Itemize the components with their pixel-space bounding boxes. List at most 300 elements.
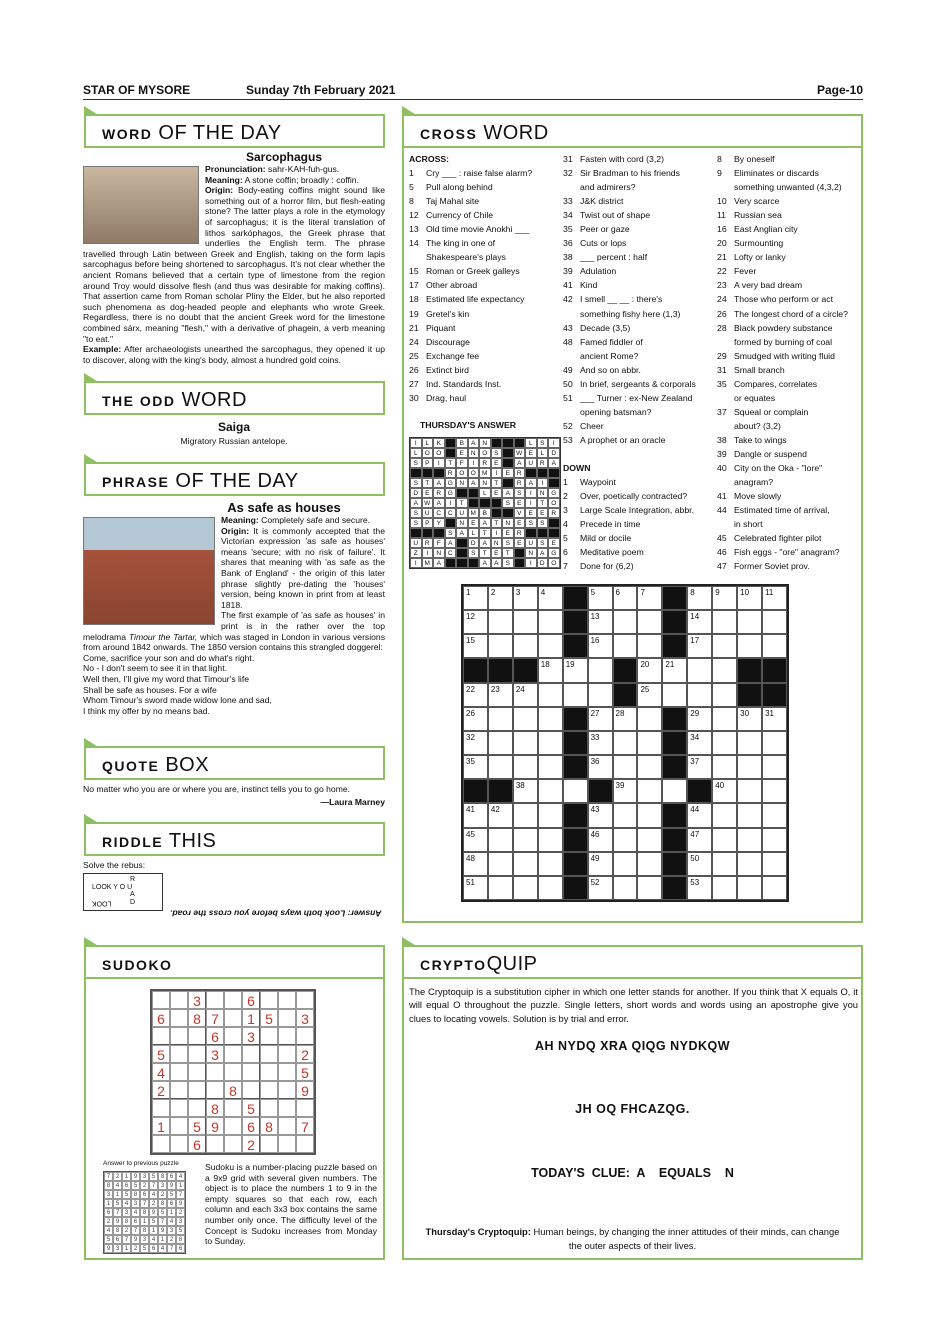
sudoku-cell[interactable]: 5 bbox=[242, 1099, 260, 1117]
sudoku-cell[interactable] bbox=[278, 1099, 296, 1117]
sudoku-cell[interactable]: 2 bbox=[152, 1081, 170, 1099]
crossword-cell[interactable]: 1 bbox=[463, 586, 488, 610]
crossword-cell[interactable] bbox=[538, 707, 563, 731]
answer-cell: N bbox=[525, 548, 537, 558]
crossword-cell[interactable] bbox=[637, 634, 662, 658]
sudoku-answer-cell: 6 bbox=[176, 1244, 185, 1253]
crossword-cell[interactable]: 31 bbox=[762, 707, 787, 731]
odd-word-header: THE ODD WORD bbox=[84, 381, 385, 415]
crossword-cell[interactable] bbox=[762, 828, 787, 852]
crossword-cell[interactable] bbox=[613, 731, 638, 755]
answer-cell: A bbox=[433, 498, 445, 508]
answer-cell: A bbox=[502, 488, 514, 498]
crossword-cell[interactable] bbox=[513, 731, 538, 755]
riddle-header: RIDDLE THIS bbox=[84, 822, 385, 856]
crossword-cell[interactable] bbox=[538, 779, 563, 803]
crossword-cell[interactable] bbox=[762, 610, 787, 634]
sudoku-cell[interactable] bbox=[188, 1099, 206, 1117]
sudoku-cell[interactable]: 8 bbox=[206, 1099, 224, 1117]
sudoku-cell[interactable] bbox=[278, 1135, 296, 1153]
crossword-cell[interactable]: 43 bbox=[588, 803, 613, 827]
crossword-cell[interactable] bbox=[762, 755, 787, 779]
crossword-cell[interactable] bbox=[637, 707, 662, 731]
crossword-cell[interactable] bbox=[613, 610, 638, 634]
crossword-cell[interactable] bbox=[662, 683, 687, 707]
sudoku-cell[interactable]: 5 bbox=[152, 1045, 170, 1063]
crossword-cell[interactable]: 44 bbox=[687, 803, 712, 827]
crossword-cell[interactable] bbox=[637, 779, 662, 803]
sudoku-answer-cell: 4 bbox=[113, 1181, 122, 1190]
crossword-cell[interactable] bbox=[588, 683, 613, 707]
crossword-cell[interactable]: 38 bbox=[513, 779, 538, 803]
crossword-cell[interactable] bbox=[712, 634, 737, 658]
crossword-cell[interactable] bbox=[762, 779, 787, 803]
clue-item: 47 Former Soviet prov. bbox=[717, 561, 810, 572]
crossword-cell[interactable]: 5 bbox=[588, 586, 613, 610]
crossword-cell[interactable] bbox=[687, 683, 712, 707]
clue-item: in short bbox=[734, 519, 763, 530]
sudoku-cell[interactable]: 2 bbox=[296, 1045, 314, 1063]
crossword-cell[interactable] bbox=[513, 610, 538, 634]
crossword-cell[interactable] bbox=[538, 634, 563, 658]
crossword-cell[interactable] bbox=[762, 876, 787, 900]
sudoku-cell[interactable]: 6 bbox=[206, 1027, 224, 1045]
crossword-cell[interactable]: 53 bbox=[687, 876, 712, 900]
answer-block bbox=[525, 468, 537, 478]
sudoku-cell[interactable]: 3 bbox=[188, 991, 206, 1009]
crossword-cell[interactable] bbox=[712, 755, 737, 779]
crossword-cell[interactable]: 14 bbox=[687, 610, 712, 634]
crossword-cell[interactable]: 12 bbox=[463, 610, 488, 634]
crossword-cell[interactable] bbox=[712, 731, 737, 755]
crossword-cell[interactable] bbox=[538, 683, 563, 707]
crossword-cell[interactable] bbox=[488, 852, 513, 876]
sudoku-cell[interactable] bbox=[170, 1081, 188, 1099]
sudoku-cell[interactable]: 4 bbox=[152, 1063, 170, 1081]
sudoku-cell[interactable] bbox=[224, 1009, 242, 1027]
crossword-cell[interactable] bbox=[513, 634, 538, 658]
crossword-cell[interactable]: 25 bbox=[637, 683, 662, 707]
crossword-cell[interactable] bbox=[662, 779, 687, 803]
clue-item: 7 Done for (6,2) bbox=[563, 561, 634, 572]
sudoku-cell[interactable]: 7 bbox=[206, 1009, 224, 1027]
sudoku-cell[interactable] bbox=[170, 1045, 188, 1063]
sudoku-cell[interactable] bbox=[170, 1099, 188, 1117]
crossword-cell[interactable] bbox=[613, 828, 638, 852]
crossword-cell[interactable] bbox=[513, 803, 538, 827]
issue-date: Sunday 7th February 2021 bbox=[246, 83, 396, 97]
sudoku-cell[interactable] bbox=[188, 1081, 206, 1099]
answer-cell: U bbox=[456, 508, 468, 518]
sudoku-cell[interactable] bbox=[242, 1063, 260, 1081]
crossword-cell[interactable] bbox=[637, 731, 662, 755]
crossword-cell[interactable]: 37 bbox=[687, 755, 712, 779]
crossword-cell[interactable] bbox=[488, 610, 513, 634]
sudoku-cell[interactable] bbox=[260, 1063, 278, 1081]
sudoku-cell[interactable]: 1 bbox=[242, 1009, 260, 1027]
sudoku-cell[interactable] bbox=[206, 991, 224, 1009]
crossword-cell[interactable]: 15 bbox=[463, 634, 488, 658]
crossword-cell[interactable]: 13 bbox=[588, 610, 613, 634]
sudoku-cell[interactable] bbox=[188, 1063, 206, 1081]
sudoku-cell[interactable] bbox=[188, 1027, 206, 1045]
answer-block bbox=[456, 488, 468, 498]
crossword-cell[interactable] bbox=[513, 852, 538, 876]
sudoku-cell[interactable] bbox=[242, 1045, 260, 1063]
sudoku-cell[interactable]: 3 bbox=[296, 1009, 314, 1027]
crossword-cell[interactable] bbox=[538, 755, 563, 779]
sudoku-cell[interactable]: 5 bbox=[260, 1009, 278, 1027]
crossword-cell[interactable]: 47 bbox=[687, 828, 712, 852]
odd-word: Saiga bbox=[217, 420, 250, 434]
crossword-cell[interactable]: 40 bbox=[712, 779, 737, 803]
sudoku-answer-cell: 2 bbox=[158, 1190, 167, 1199]
crossword-cell[interactable] bbox=[712, 658, 737, 682]
crossword-cell[interactable]: 7 bbox=[637, 586, 662, 610]
crossword-cell[interactable]: 17 bbox=[687, 634, 712, 658]
sudoku-cell[interactable] bbox=[260, 1045, 278, 1063]
answer-block bbox=[445, 448, 457, 458]
answer-cell: Y bbox=[433, 518, 445, 528]
crossword-cell[interactable] bbox=[513, 828, 538, 852]
sudoku-cell[interactable] bbox=[260, 991, 278, 1009]
sudoku-cell[interactable] bbox=[224, 1027, 242, 1045]
crossword-cell[interactable] bbox=[513, 876, 538, 900]
answer-block bbox=[548, 528, 560, 538]
clue-item: 30 Drag, haul bbox=[409, 392, 467, 403]
crossword-block bbox=[563, 731, 588, 755]
sudoku-cell[interactable] bbox=[278, 1027, 296, 1045]
sudoku-cell[interactable] bbox=[278, 991, 296, 1009]
crossword-cell[interactable] bbox=[588, 658, 613, 682]
word-text: Pronunciation: sahr-KAH-fuh-gus. Meaning: A stone coffin; broadly : coffin. Origin: Body-eating coffins might sound like something out of a horror film, but flesh-eating stone? The latter plays a role in the etymology of sarcophagus; it is the literal translation of lithos sarkóphagos, the Greek phrase that underlies the English term. The phrase travelled through Latin between Greek and English, taking on the form lapis sarcophagus before being shortened to sarcophagus. It's not clear whether the ancient Romans believed that a certain type of limestone from the region around Troy would dissolve flesh (and thus was desirable for making coffins). That assertion came from Roman scholar Pliny the Elder, but he also reported such phenomena as dog-headed people and elephants who wrote Greek. Regardless, there is no doubt that the ancient Greek word for the limestone combined sárx, meaning "flesh," with a derivative of phagein, a verb meaning "to eat." Example: After archaeologists unearthed the sarcophagus, they opened it up to discover, along with the king's body, almost a hundred gold coins. bbox=[83, 164, 386, 365]
answer-cell: I bbox=[422, 548, 434, 558]
sudoku-cell[interactable]: 8 bbox=[188, 1009, 206, 1027]
crossword-cell[interactable] bbox=[488, 731, 513, 755]
crossword-cell[interactable]: 34 bbox=[687, 731, 712, 755]
crossword-cell[interactable] bbox=[737, 634, 762, 658]
crossword-cell[interactable]: 3 bbox=[513, 586, 538, 610]
answer-block bbox=[410, 468, 422, 478]
clue-item: 5 Pull along behind bbox=[409, 182, 493, 193]
crossword-cell[interactable] bbox=[538, 803, 563, 827]
crossword-cell[interactable] bbox=[613, 876, 638, 900]
crossword-cell[interactable]: 8 bbox=[687, 586, 712, 610]
sudoku-answer-cell: 1 bbox=[158, 1235, 167, 1244]
sudoku-answer-cell: 8 bbox=[131, 1190, 140, 1199]
crossword-cell[interactable] bbox=[637, 610, 662, 634]
sudoku-cell[interactable] bbox=[278, 1117, 296, 1135]
crossword-cell[interactable]: 42 bbox=[488, 803, 513, 827]
sudoku-answer-cell: 4 bbox=[158, 1244, 167, 1253]
crossword-cell[interactable] bbox=[613, 755, 638, 779]
crossword-cell[interactable] bbox=[488, 876, 513, 900]
crossword-cell[interactable] bbox=[538, 876, 563, 900]
crossword-cell[interactable] bbox=[538, 731, 563, 755]
sudoku-cell[interactable]: 3 bbox=[206, 1045, 224, 1063]
crossword-cell[interactable] bbox=[737, 876, 762, 900]
crossword-cell[interactable] bbox=[513, 755, 538, 779]
crossword-cell[interactable] bbox=[488, 634, 513, 658]
sudoku-cell[interactable]: 1 bbox=[152, 1117, 170, 1135]
answer-cell: U bbox=[525, 538, 537, 548]
sudoku-answer-cell: 6 bbox=[167, 1199, 176, 1208]
crossword-cell[interactable]: 35 bbox=[463, 755, 488, 779]
crossword-cell[interactable] bbox=[613, 634, 638, 658]
crossword-cell[interactable] bbox=[737, 852, 762, 876]
sudoku-cell[interactable] bbox=[260, 1027, 278, 1045]
crossword-cell[interactable] bbox=[737, 731, 762, 755]
clue-item: 19 Gretel's kin bbox=[409, 308, 470, 319]
sudoku-cell[interactable] bbox=[170, 1009, 188, 1027]
answer-cell: R bbox=[537, 458, 549, 468]
crossword-cell[interactable]: 28 bbox=[613, 707, 638, 731]
crossword-cell[interactable] bbox=[712, 852, 737, 876]
answer-cell: A bbox=[479, 558, 491, 568]
crossword-cell[interactable] bbox=[712, 610, 737, 634]
crossword-cell[interactable] bbox=[712, 803, 737, 827]
answer-block bbox=[422, 528, 434, 538]
crossword-cell[interactable] bbox=[563, 779, 588, 803]
answer-cell: O bbox=[548, 558, 560, 568]
answer-cell: W bbox=[514, 448, 526, 458]
answer-cell: S bbox=[410, 518, 422, 528]
answer-cell: A bbox=[514, 458, 526, 468]
sudoku-cell[interactable] bbox=[152, 1027, 170, 1045]
crossword-cell[interactable] bbox=[488, 707, 513, 731]
sudoku-cell[interactable] bbox=[224, 1063, 242, 1081]
sudoku-cell[interactable] bbox=[260, 1081, 278, 1099]
sudoku-cell[interactable] bbox=[296, 1135, 314, 1153]
crossword-cell[interactable]: 26 bbox=[463, 707, 488, 731]
sudoku-cell[interactable] bbox=[224, 1099, 242, 1117]
crossword-cell[interactable]: 30 bbox=[737, 707, 762, 731]
sudoku-cell[interactable] bbox=[260, 1099, 278, 1117]
sudoku-cell[interactable] bbox=[260, 1135, 278, 1153]
crossword-cell[interactable] bbox=[737, 610, 762, 634]
sudoku-answer-cell: 3 bbox=[140, 1235, 149, 1244]
sudoku-answer-cell: 6 bbox=[140, 1190, 149, 1199]
crossword-cell[interactable]: 9 bbox=[712, 586, 737, 610]
crossword-block bbox=[662, 634, 687, 658]
clue-item: ancient Rome? bbox=[580, 350, 639, 361]
crossword-cell[interactable]: 6 bbox=[613, 586, 638, 610]
crossword-cell[interactable] bbox=[637, 852, 662, 876]
crossword-cell[interactable]: 16 bbox=[588, 634, 613, 658]
crossword-cell[interactable] bbox=[563, 683, 588, 707]
crossword-cell[interactable] bbox=[637, 828, 662, 852]
answer-cell: S bbox=[502, 558, 514, 568]
sudoku-answer-cell: 2 bbox=[122, 1226, 131, 1235]
clue-item: 22 Fever bbox=[717, 266, 757, 277]
crossword-cell[interactable]: 22 bbox=[463, 683, 488, 707]
crossword-cell[interactable] bbox=[712, 707, 737, 731]
sudoku-cell[interactable]: 2 bbox=[242, 1135, 260, 1153]
answer-cell: N bbox=[537, 488, 549, 498]
crossword-cell[interactable]: 4 bbox=[538, 586, 563, 610]
quote-author: —Laura Marney bbox=[320, 797, 385, 807]
sudoku-answer-cell: 7 bbox=[158, 1217, 167, 1226]
sudoku-cell[interactable] bbox=[170, 991, 188, 1009]
sudoku-cell[interactable]: 9 bbox=[206, 1117, 224, 1135]
crossword-cell[interactable] bbox=[737, 755, 762, 779]
sudoku-answer-cell: 6 bbox=[122, 1181, 131, 1190]
answer-cell: F bbox=[433, 538, 445, 548]
clue-item: 21 Piquant bbox=[409, 322, 456, 333]
crossword-cell[interactable]: 48 bbox=[463, 852, 488, 876]
crossword-cell[interactable]: 36 bbox=[588, 755, 613, 779]
sudoku-answer-cell: 8 bbox=[140, 1208, 149, 1217]
sudoku-cell[interactable]: 3 bbox=[242, 1027, 260, 1045]
sudoku-cell[interactable] bbox=[278, 1081, 296, 1099]
answer-cell: V bbox=[514, 508, 526, 518]
sudoku-answer-cell: 9 bbox=[113, 1217, 122, 1226]
crossword-cell[interactable]: 21 bbox=[662, 658, 687, 682]
crossword-cell[interactable]: 20 bbox=[637, 658, 662, 682]
sudoku-cell[interactable] bbox=[296, 991, 314, 1009]
crossword-cell[interactable]: 32 bbox=[463, 731, 488, 755]
clue-item: 20 Surmounting bbox=[717, 238, 784, 249]
crossword-block bbox=[762, 683, 787, 707]
sudoku-cell[interactable] bbox=[170, 1135, 188, 1153]
sudoku-cell[interactable] bbox=[278, 1009, 296, 1027]
sudoku-cell[interactable] bbox=[296, 1027, 314, 1045]
clue-item: 37 Squeal or complain bbox=[717, 406, 809, 417]
sudoku-cell[interactable]: 8 bbox=[224, 1081, 242, 1099]
crossword-cell[interactable] bbox=[513, 707, 538, 731]
crossword-cell[interactable] bbox=[613, 852, 638, 876]
sudoku-cell[interactable] bbox=[206, 1135, 224, 1153]
crossword-cell[interactable]: 11 bbox=[762, 586, 787, 610]
crossword-cell[interactable] bbox=[737, 828, 762, 852]
sudoku-cell[interactable] bbox=[152, 1099, 170, 1117]
crossword-cell[interactable] bbox=[712, 683, 737, 707]
answer-cell: E bbox=[514, 538, 526, 548]
crossword-block bbox=[662, 803, 687, 827]
crossword-cell[interactable] bbox=[762, 731, 787, 755]
crossword-cell[interactable]: 51 bbox=[463, 876, 488, 900]
sudoku-cell[interactable] bbox=[170, 1063, 188, 1081]
crossword-cell[interactable] bbox=[762, 634, 787, 658]
sudoku-cell[interactable] bbox=[278, 1045, 296, 1063]
sudoku-cell[interactable]: 6 bbox=[242, 1117, 260, 1135]
sudoku-cell[interactable] bbox=[224, 1117, 242, 1135]
crossword-grid[interactable] bbox=[461, 584, 789, 902]
crossword-cell[interactable] bbox=[637, 755, 662, 779]
crossword-cell[interactable]: 23 bbox=[488, 683, 513, 707]
crossword-cell[interactable] bbox=[712, 876, 737, 900]
sudoku-cell[interactable] bbox=[224, 1045, 242, 1063]
crossword-cell[interactable] bbox=[762, 803, 787, 827]
crossword-cell[interactable] bbox=[687, 658, 712, 682]
sudoku-cell[interactable] bbox=[224, 1135, 242, 1153]
clue-item: 1 Cry ___ : raise false alarm? bbox=[409, 168, 533, 179]
crossword-cell[interactable]: 33 bbox=[588, 731, 613, 755]
sudoku-cell[interactable] bbox=[152, 991, 170, 1009]
answer-cell: E bbox=[514, 498, 526, 508]
sudoku-answer-cell: 2 bbox=[167, 1235, 176, 1244]
crossword-cell[interactable]: 24 bbox=[513, 683, 538, 707]
crossword-cell[interactable] bbox=[637, 803, 662, 827]
clue-item: 35 Compares, correlates bbox=[717, 378, 818, 389]
sudoku-answer-cell: 9 bbox=[158, 1226, 167, 1235]
answer-cell: A bbox=[456, 528, 468, 538]
clue-item: 9 Eliminates or discards bbox=[717, 168, 819, 179]
thursday-answer-label: THURSDAY'S ANSWER bbox=[420, 420, 517, 430]
crossword-cell[interactable] bbox=[762, 852, 787, 876]
crossword-cell[interactable]: 2 bbox=[488, 586, 513, 610]
sudoku-cell[interactable] bbox=[224, 991, 242, 1009]
crossword-cell[interactable]: 27 bbox=[588, 707, 613, 731]
clue-item: 42 I smell __ __ : there's bbox=[563, 294, 663, 305]
answer-cell: I bbox=[410, 558, 422, 568]
clue-item: 24 Discourage bbox=[409, 336, 470, 347]
crossword-cell[interactable] bbox=[712, 828, 737, 852]
sudoku-cell[interactable]: 9 bbox=[296, 1081, 314, 1099]
word-title: Sarcophagus bbox=[245, 150, 323, 164]
crossword-cell[interactable]: 41 bbox=[463, 803, 488, 827]
crossword-cell[interactable]: 39 bbox=[613, 779, 638, 803]
clue-item: 52 Cheer bbox=[563, 420, 604, 431]
crossword-cell[interactable] bbox=[737, 803, 762, 827]
crossword-block bbox=[463, 779, 488, 803]
sudoku-cell[interactable]: 6 bbox=[152, 1009, 170, 1027]
sudoku-cell[interactable]: 5 bbox=[296, 1063, 314, 1081]
sudoku-cell[interactable]: 8 bbox=[260, 1117, 278, 1135]
sudoku-cell[interactable]: 6 bbox=[242, 991, 260, 1009]
sudoku-cell[interactable] bbox=[206, 1063, 224, 1081]
crossword-cell[interactable]: 50 bbox=[687, 852, 712, 876]
crossword-cell[interactable]: 10 bbox=[737, 586, 762, 610]
crossword-block bbox=[563, 876, 588, 900]
sudoku-cell[interactable] bbox=[278, 1063, 296, 1081]
sudoku-cell[interactable] bbox=[242, 1081, 260, 1099]
sudoku-cell[interactable]: 7 bbox=[296, 1117, 314, 1135]
crossword-cell[interactable]: 18 bbox=[538, 658, 563, 682]
crossword-cell[interactable] bbox=[488, 755, 513, 779]
crossword-cell[interactable]: 45 bbox=[463, 828, 488, 852]
sudoku-cell[interactable] bbox=[170, 1027, 188, 1045]
crossword-cell[interactable]: 52 bbox=[588, 876, 613, 900]
crossword-cell[interactable]: 29 bbox=[687, 707, 712, 731]
crossword-cell[interactable]: 46 bbox=[588, 828, 613, 852]
crossword-block bbox=[662, 731, 687, 755]
crossword-cell[interactable]: 49 bbox=[588, 852, 613, 876]
sudoku-cell[interactable] bbox=[206, 1081, 224, 1099]
sudoku-cell[interactable] bbox=[152, 1135, 170, 1153]
sudoku-cell[interactable]: 5 bbox=[188, 1117, 206, 1135]
crossword-cell[interactable] bbox=[637, 876, 662, 900]
crossword-cell[interactable] bbox=[613, 803, 638, 827]
crossword-cell[interactable] bbox=[538, 852, 563, 876]
clue-item: 41 Move slowly bbox=[717, 491, 782, 502]
crossword-cell[interactable] bbox=[488, 828, 513, 852]
crossword-cell[interactable] bbox=[737, 779, 762, 803]
crossword-cell[interactable] bbox=[538, 610, 563, 634]
sudoku-answer-cell: 5 bbox=[131, 1181, 140, 1190]
sudoku-cell[interactable] bbox=[170, 1117, 188, 1135]
clue-item: 38 Take to wings bbox=[717, 434, 787, 445]
sudoku-cell[interactable] bbox=[296, 1099, 314, 1117]
answer-block bbox=[456, 558, 468, 568]
crossword-cell[interactable] bbox=[538, 828, 563, 852]
answer-cell: D bbox=[537, 558, 549, 568]
sudoku-grid[interactable] bbox=[150, 989, 316, 1155]
sudoku-cell[interactable] bbox=[188, 1045, 206, 1063]
crossword-cell[interactable]: 19 bbox=[563, 658, 588, 682]
sudoku-answer-cell: 1 bbox=[122, 1244, 131, 1253]
sudoku-cell[interactable]: 6 bbox=[188, 1135, 206, 1153]
